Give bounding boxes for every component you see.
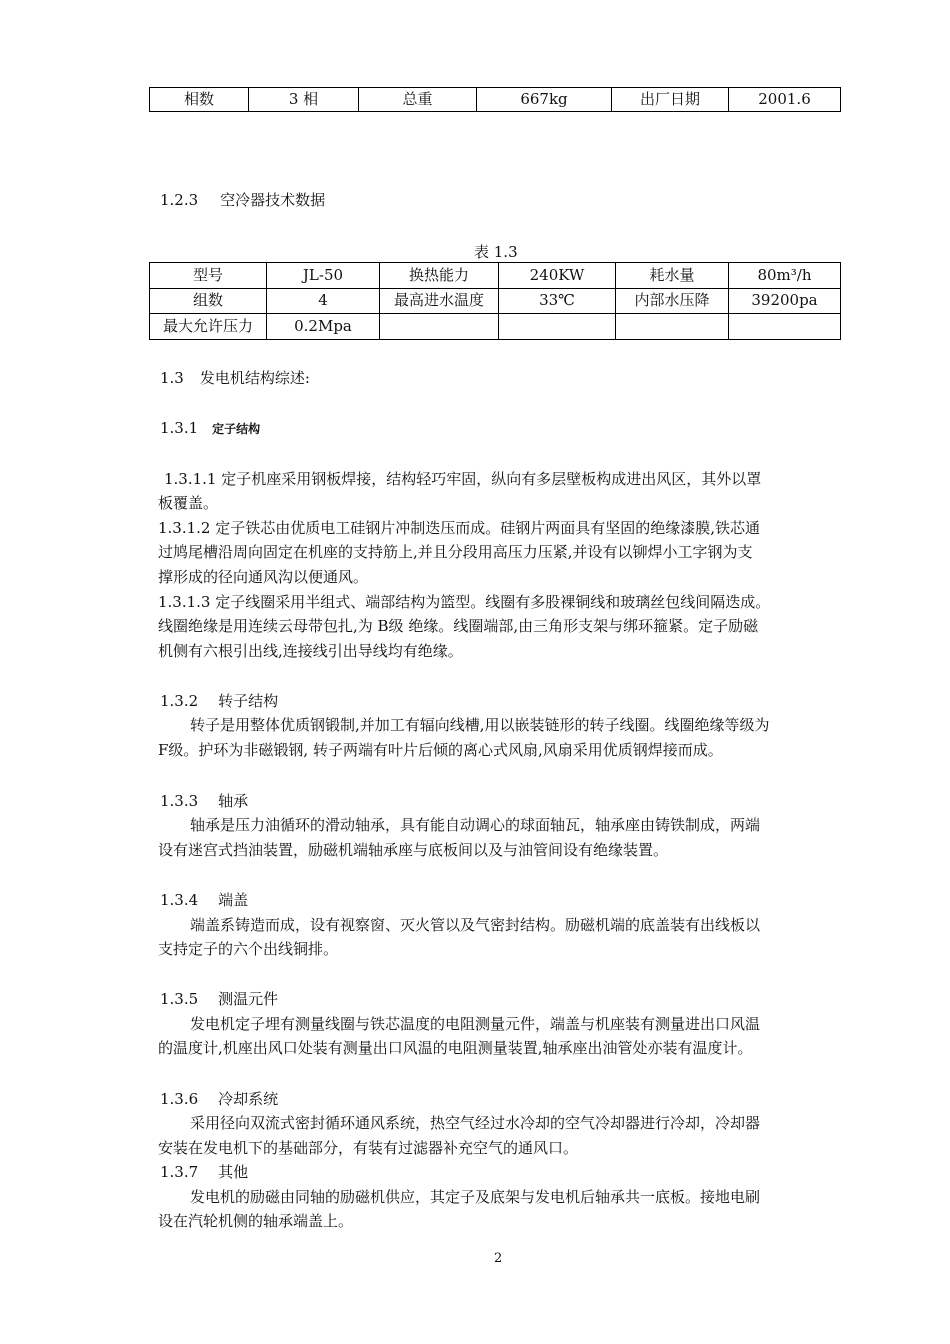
section-number: 1.3.6	[160, 1090, 199, 1108]
section-title: 其他	[218, 1163, 249, 1181]
paragraph-line: 安装在发电机下的基础部分，有装有过滤器补充空气的通风口。	[158, 1139, 579, 1157]
paragraph-line: 发电机定子埋有测量线圈与铁芯温度的电阻测量元件，端盖与机座装有测量进出口风温	[190, 1015, 761, 1033]
section-title: 定子结构	[212, 422, 261, 436]
paragraph-line: 板覆盖。	[158, 494, 219, 512]
table-cell: 耗水量	[616, 263, 729, 289]
table-cell: 出厂日期	[612, 88, 729, 112]
table-cell: 相数	[150, 88, 249, 112]
section-heading-1-3	[160, 366, 310, 390]
table-air-cooler-data	[149, 262, 841, 340]
section-number: 1.3.5	[160, 990, 199, 1008]
page-number: 2	[494, 1251, 503, 1266]
table-cell: 组数	[150, 288, 267, 314]
section-heading-1-3-6	[160, 1087, 278, 1111]
section-title: 发电机结构综述:	[199, 369, 310, 387]
section-title: 转子结构	[218, 692, 279, 710]
table-cell: JL-50	[267, 263, 380, 289]
paragraph-line: 1.3.1.2 定子铁芯由优质电工硅钢片冲制迭压而成。硅钢片两面具有坚固的绝缘漆膜,铁芯通	[158, 519, 761, 537]
table-cell: 240KW	[499, 263, 616, 289]
paragraph-line: 撑形成的径向通风沟以便通风。	[158, 568, 369, 586]
section-number: 1.3.1	[160, 419, 199, 437]
table-cell	[729, 314, 841, 340]
section-heading-1-2-3	[160, 188, 325, 212]
section-number: 1.3	[160, 369, 184, 387]
section-number: 1.3.4	[160, 891, 199, 909]
table-row	[150, 314, 841, 340]
paragraph-line: 设有迷宫式挡油装置，励磁机端轴承座与底板间以及与油管间设有绝缘装置。	[158, 841, 669, 859]
paragraph-line: 1.3.1.3 定子线圈采用半组式、端部结构为篮型。线圈有多股裸铜线和玻璃丝包线间隔迭成。	[158, 593, 771, 611]
section-heading-1-3-7	[160, 1160, 248, 1184]
section-heading-1-3-1	[160, 416, 260, 441]
table-row	[150, 288, 841, 314]
paragraph-line: 设在汽轮机侧的轴承端盖上。	[158, 1212, 354, 1230]
table-caption: 表 1.3	[474, 243, 518, 261]
section-title: 轴承	[218, 792, 249, 810]
table-row	[150, 263, 841, 289]
paragraph-line: 机侧有六根引出线,连接线引出导线均有绝缘。	[158, 642, 463, 660]
table-row	[150, 88, 841, 112]
table-cell: 39200pa	[729, 288, 841, 314]
section-heading-1-3-3	[160, 789, 248, 813]
paragraph-line: 采用径向双流式密封循环通风系统，热空气经过水冷却的空气冷却器进行冷却，冷却器	[190, 1114, 761, 1132]
paragraph-line: 1.3.1.1 定子机座采用钢板焊接，结构轻巧牢固，纵向有多层壁板构成进出风区，其外以罩	[164, 470, 762, 488]
section-number: 1.3.3	[160, 792, 199, 810]
paragraph-line: 的温度计,机座出风口处装有测量出口风温的电阻测量装置,轴承座出油管处亦装有温度计。	[158, 1039, 753, 1057]
section-title: 冷却系统	[218, 1090, 279, 1108]
table-cell: 3 相	[249, 88, 359, 112]
table-cell: 最大允许压力	[150, 314, 267, 340]
section-title: 端盖	[218, 891, 249, 909]
table-cell	[616, 314, 729, 340]
paragraph-line: 转子是用整体优质钢锻制,并加工有辐向线槽,用以嵌装链形的转子线圈。线圈绝缘等级为	[190, 716, 770, 734]
paragraph-line: 支持定子的六个出线铜排。	[158, 940, 339, 958]
paragraph-line: 端盖系铸造而成，设有视察窗、灭火管以及气密封结构。励磁机端的底盖装有出线板以	[190, 916, 761, 934]
paragraph-line: 发电机的励磁由同轴的励磁机供应，其定子及底架与发电机后轴承共一底板。接地电刷	[190, 1188, 761, 1206]
paragraph-line: F级。护环为非磁锻钢, 转子两端有叶片后倾的离心式风扇,风扇采用优质钢焊接而成。	[158, 741, 723, 759]
table-cell: 2001.6	[729, 88, 841, 112]
table-cell: 内部水压降	[616, 288, 729, 314]
paragraph-line: 线圈绝缘是用连续云母带包扎,为 B级 绝缘。线圈端部,由三角形支架与绑环箍紧。定子励磁	[158, 617, 759, 635]
section-heading-1-3-5	[160, 987, 278, 1011]
table-cell	[499, 314, 616, 340]
section-title: 测温元件	[218, 990, 279, 1008]
paragraph-line: 过鸠尾槽沿周向固定在机座的支持筋上,并且分段用高压力压紧,并设有以铆焊小工字钢为支	[158, 543, 753, 561]
table-cell: 总重	[359, 88, 477, 112]
section-heading-1-3-4	[160, 888, 248, 912]
section-title: 空冷器技术数据	[220, 191, 326, 209]
table-cell: 667kg	[477, 88, 612, 112]
section-number: 1.2.3	[160, 191, 199, 209]
paragraph-line: 轴承是压力油循环的滑动轴承，具有能自动调心的球面轴瓦，轴承座由铸铁制成，两端	[190, 816, 761, 834]
table-cell: 型号	[150, 263, 267, 289]
table-cell: 80m³/h	[729, 263, 841, 289]
section-number: 1.3.7	[160, 1163, 199, 1181]
table-cell: 33℃	[499, 288, 616, 314]
table-cell: 0.2Mpa	[267, 314, 380, 340]
table-cell: 4	[267, 288, 380, 314]
section-number: 1.3.2	[160, 692, 199, 710]
table-cell	[380, 314, 499, 340]
table-cell: 最高进水温度	[380, 288, 499, 314]
section-heading-1-3-2	[160, 689, 278, 713]
table-cell: 换热能力	[380, 263, 499, 289]
table-generator-summary	[149, 87, 841, 112]
